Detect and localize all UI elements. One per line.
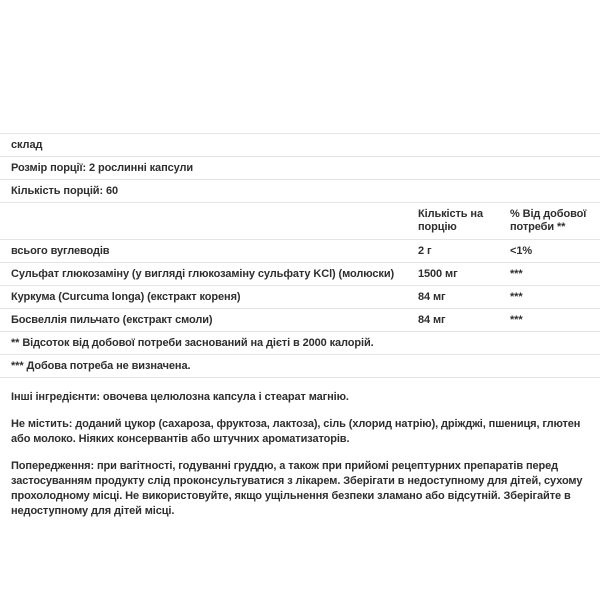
facts-title-row (0, 134, 600, 157)
ingredient-name: Куркума (Curcuma longa) (екстракт кореня) (11, 291, 241, 303)
servings-per-container-row (0, 180, 600, 203)
warning-text: Попередження: при вагітності, годуванні груддю, а також при прийомі рецептурних препаратів перед застосуванням продукту слід проконсультуватися з лікарем. Зберігати в недоступному для дітей, сухому прохолодному місці. Не використовуйте, якщо ущільнення безпеки зламано або відсутній. Зберігайте в недоступному для дітей місці. (11, 460, 583, 517)
facts-title: склад (11, 139, 43, 151)
serving-size-row (0, 157, 600, 180)
ingredient-name: Босвеллія пильчато (екстракт смоли) (11, 314, 213, 326)
ingredient-daily-value: *** (510, 314, 523, 326)
footnote-daily-value-not-established: *** Добова потреба не визначена. (0, 355, 600, 378)
header-amount-per-serving: Кількість на порцію (418, 208, 483, 233)
ingredient-amount: 1500 мг (418, 268, 458, 280)
ingredient-name: Сульфат глюкозаміну (у вигляді глюкозаміну сульфату KCl) (молюски) (11, 268, 395, 280)
table-row (0, 309, 600, 332)
servings-per-container-text: Кількість порцій: 60 (11, 185, 119, 197)
ingredient-amount: 84 мг (418, 291, 446, 303)
serving-size-text: Розмір порції: 2 рослинні капсули (11, 162, 194, 174)
ingredient-name: всього вуглеводів (11, 245, 110, 257)
footnote-daily-value-basis: ** Відсоток від добової потреби заснований на дієті в 2000 калорій. (0, 332, 600, 355)
ingredient-daily-value: *** (510, 291, 523, 303)
ingredient-amount: 84 мг (418, 314, 446, 326)
table-row (0, 286, 600, 309)
supplement-facts-table (0, 133, 600, 378)
does-not-contain-text: Не містить: доданий цукор (сахароза, фруктоза, лактоза), сіль (хлорид натрію), дріжджі, пшениця, глютен або молоко. Ніяких консервантів або штучних ароматизаторів. (11, 418, 581, 445)
ingredient-daily-value: *** (510, 268, 523, 280)
table-row (0, 263, 600, 286)
ingredient-amount: 2 г (418, 245, 432, 257)
table-header-row (0, 203, 600, 240)
table-row (0, 240, 600, 263)
other-ingredients-text: Інші інгредієнти: овочева целюлозна капсула і стеарат магнію. (11, 391, 349, 403)
header-daily-value: % Від добової потреби ** (510, 208, 587, 233)
ingredient-daily-value: <1% (510, 245, 533, 257)
